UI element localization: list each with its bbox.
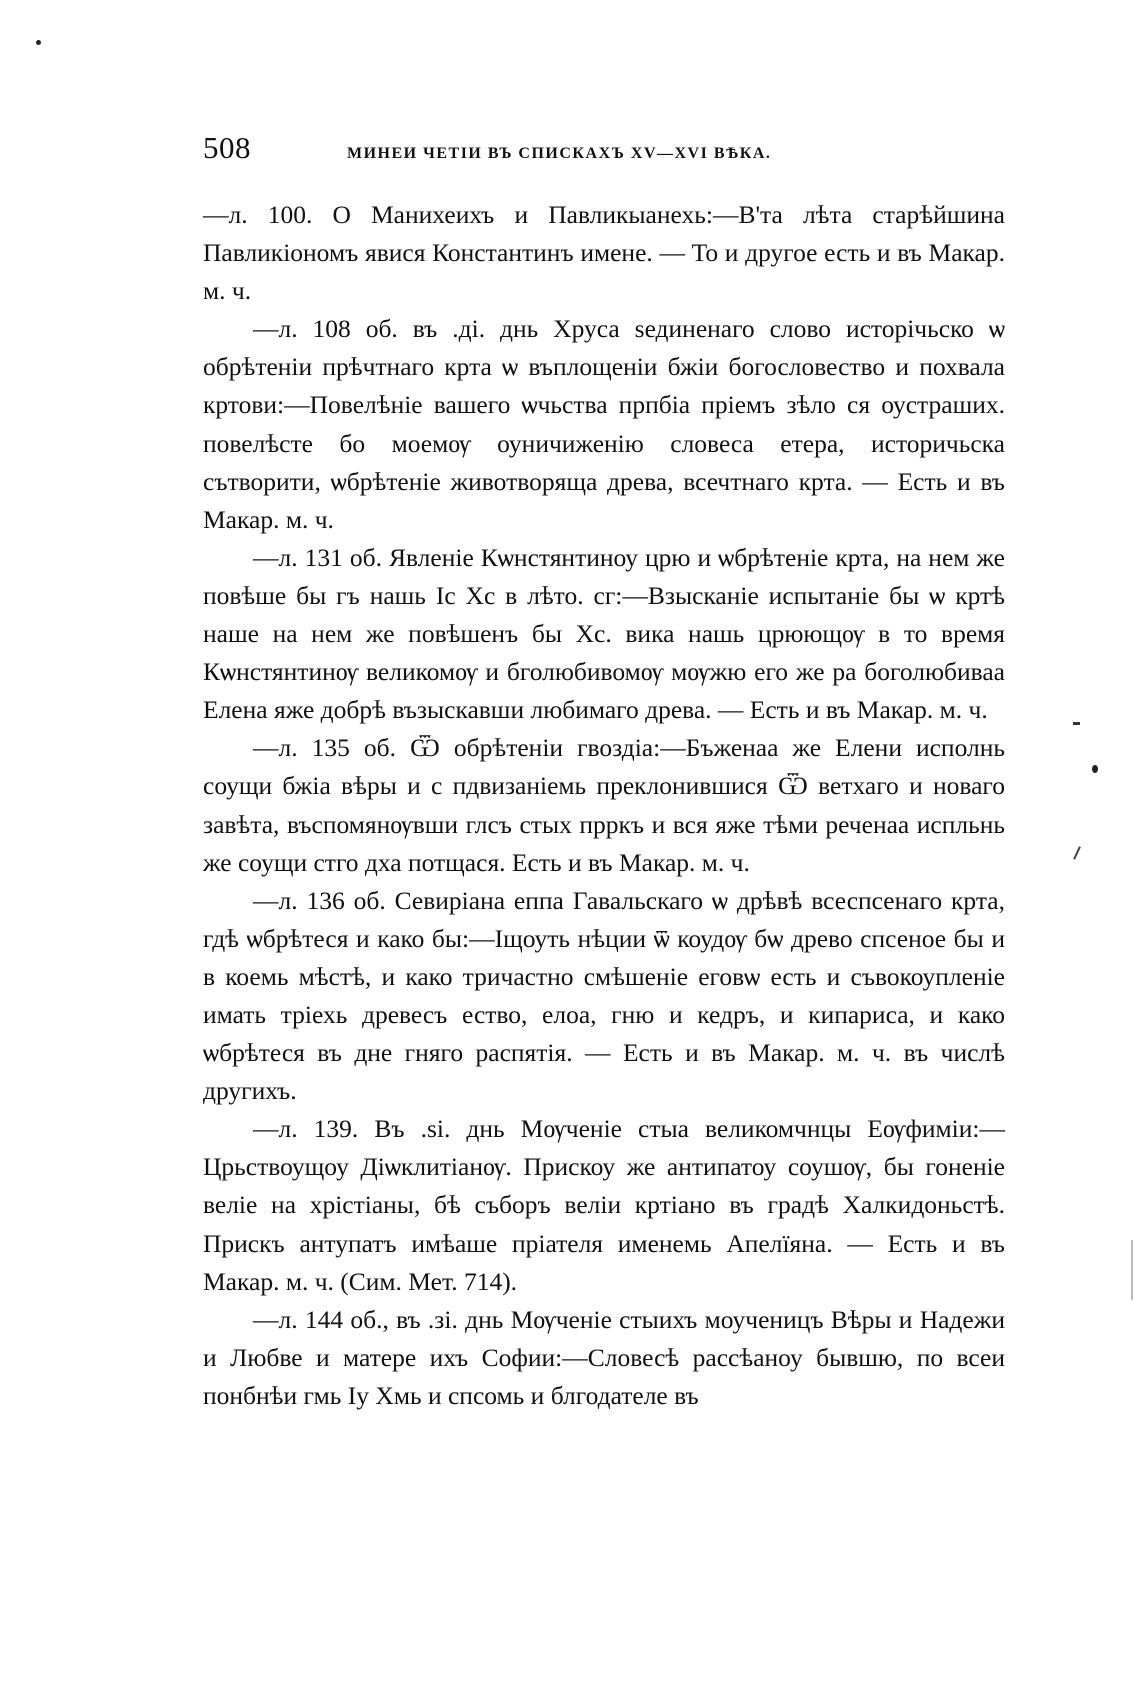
entry-paragraph: —л. 144 об., въ .зі. днь Мѹченіе стыихъ моученицъ Вѣры и Надежи и Любве и матере ихъ Софии:—Словесѣ рассѣаноу бывшю, по всеи понбнѣи гмь Іу Хмь и спсомь и блгодателе въ (203, 1304, 1005, 1410)
page-header (203, 130, 1013, 180)
page-number: 508 (203, 130, 251, 165)
entry-paragraph: —л. 139. Въ .ѕі. днь Мѹченіе стыа великомчнцы Еѹфиміи:—Црьствоущоу Діѡклитіанѹ. Прискоу же антипатоу соушѹ, бы гоненіе веліе на хрістіаны, бѣ съборъ веліи кртіано въ градѣ Халкидоньстѣ. Прискъ антупатъ имѣаше пріателя именемь Апелїяна. — Есть и въ Макар. м. ч. (Сим. Мет. 714). (203, 1114, 1005, 1296)
margin-tick-mark (1073, 846, 1081, 860)
speck-mark (1092, 765, 1098, 773)
entry-paragraph: —л. 136 об. Севиріана еппа Гавальскаго ѡ дрѣвѣ всеспсенаго крта, гдѣ ѡбрѣтеся и како бы:—Іщоуть нѣции ѿ коудѹ бѡ древо спсеное бы и в коемь мѣстѣ, и како тричастно смѣшеніе еговѡ есть и съвокоупленіе имать тріехь древесъ ество, елоа, гню и кедръ, и кипариса, и како ѡбрѣтеся въ дне гняго распятія. — Есть и въ Макар. м. ч. въ числѣ другихъ. (203, 885, 1005, 1106)
margin-dash-mark (1073, 722, 1080, 725)
entry-paragraph: —л. 108 об. въ .ді. днь Хруса ѕединенаго слово исторічьско ѡ обрѣтеніи прѣчтнаго крта ѡ въплощеніи бжіи богословество и похвала кртови:—Повелѣніе вашего ѡчьства прпбіа пріемъ зѣло ся оустраших. повелѣсте бо моемѹ оуничиженію словеса етера, историчьска сътворити, ѡбрѣтеніе животворяща древа, всечтнаго крта. — Есть и въ Макар. м. ч. (203, 314, 1005, 534)
entry-paragraph: —л. 135 об. Ѿ обрѣтеніи гвоздіа:—Бъженаа же Елени исполнь соущи бжіа вѣры и с пдвизаніемь преклонившися Ѿ ветхаго и новаго завѣта, въспомянѹвши глсъ стых прркъ и вся яже тѣми реченаа испльнь же соущи стго дха потщася. Есть и въ Макар. м. ч. (203, 733, 1005, 877)
page-edge-line (1131, 1240, 1133, 1300)
entry-paragraph: —л. 100. О Манихеихъ и Павликыанехь:—В'та лѣта старѣйшина Павликіономъ явися Константинъ имене. — То и другое есть и въ Макар. м. ч. (203, 200, 1005, 306)
body-text (203, 196, 1005, 1415)
speck-mark (36, 40, 41, 45)
running-title: МИНЕИ ЧЕТІИ ВЪ СПИСКАХЪ XV—XVI ВѢКА. (347, 145, 772, 162)
entry-paragraph: —л. 131 об. Явленіе Кѡнстянтиноу црю и ѡбрѣтеніе крта, на нем же повѣше бы гъ нашь Іс Хс в лѣто. сг:—Взысканіе испытаніе бы ѡ кртѣ наше на нем же повѣшенъ бы Хс. вика нашь црюющѹ в то время Кѡнстянтинѹ великомѹ и бголюбивомѹ мѹжю его же ра боголюбиваа Елена яже добрѣ възыскавши любимаго древа. — Есть и въ Макар. м. ч. (203, 542, 1005, 725)
